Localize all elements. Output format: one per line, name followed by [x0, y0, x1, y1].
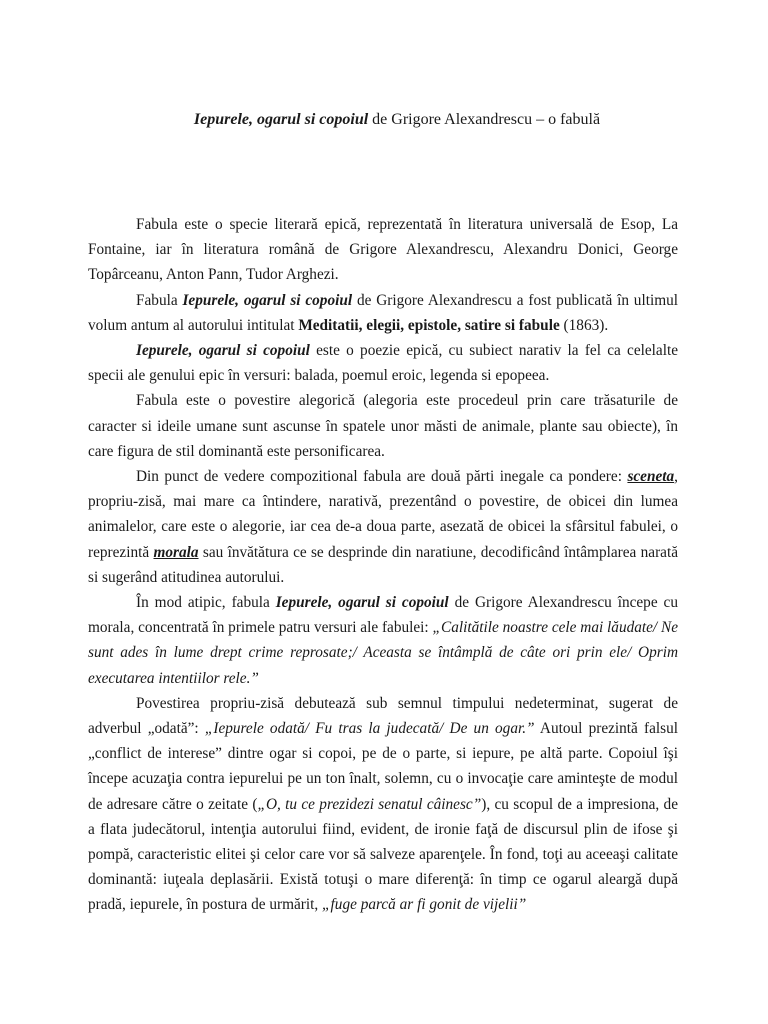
text-span: de Grigore Alexandrescu a fost publicată în ultimul volum antum al autorului intitulat [88, 291, 679, 334]
text-span: (1863). [559, 316, 609, 334]
document-page [88, 0, 678, 918]
paragraph-4: Fabula este o povestire alegorică (alegoria este procedeul prin care trăsaturile de caracter si ideile umane sunt ascunse în spatele unor măsti de animale, plante sau obiecte), în care figura de stil dominantă este personificarea. [88, 392, 678, 460]
text-span: În mod atipic, fabula [136, 594, 276, 612]
paragraph-7 [88, 691, 678, 918]
work-title-ref: Iepurele, ogarul si copoiul [136, 342, 310, 360]
text-span: Fabula [136, 291, 183, 309]
text-span: Autoul prezintă falsul „conflict de interese” dintre ogar si copoi, pe de o parte, si iepure, pe altă parte. Copoiul îşi începe acuzaţia contra iepurelui pe un ton înalt, solemn, cu o invocaţie care aminteşte de modul de adresare către o zeitate ( [88, 720, 679, 813]
title-rest: de Grigore Alexandrescu – o fabulă [368, 111, 601, 128]
paragraph-3 [88, 338, 678, 388]
text-span: Povestirea propriu-zisă debutează sub semnul timpului nedeterminat, sugerat de adverbul „odată”: [88, 694, 678, 738]
quote-flight: „fuge parcă ar fi gonit de vijelii” [322, 896, 527, 914]
quote-morala: „Calitătile noastre cele mai lăudate/ Ne sunt ades în lume drept crime reprosate;/ Aceasta se întâmplă de câte ori prin ele/ Oprim executarea intentiilor rele.” [88, 619, 679, 687]
quote-invocation: „O, tu ce prezidezi senatul câinesc” [257, 795, 482, 813]
paragraph-2 [88, 288, 678, 338]
term-sceneta: sceneta [627, 468, 675, 486]
document-body [88, 212, 678, 918]
text-span: Din punct de vedere compozitional fabula are două părti inegale ca pondere: [136, 468, 628, 486]
document-title [88, 111, 678, 133]
term-morala: morala [153, 543, 199, 561]
text-span: ), cu scopul de a impresiona, de a flata judecătorul, intenţia autorului fiind, evident, de ironie faţă de discursul plin de ifose şi pompă, caracteristic elitei şi celor care vor să salveze aparenţele. În fond, toţi au aceeaşi calitate dominantă: iuţeala deplasării. Există totuşi o mare diferenţă: în timp ce ogarul aleargă după pradă, iepurele, în postura de urmărit, [88, 795, 678, 914]
text-span: de Grigore Alexandrescu începe cu morala, concentrată în primele patru versuri ale fabulei: [88, 594, 678, 637]
text-span: este o poezie epică, cu subiect narativ la fel ca celelalte specii ale genului epic în versuri: balada, poemul eroic, legenda si epopeea. [88, 342, 678, 385]
paragraph-1: Fabula este o specie literară epică, reprezentată în literatura universală de Esop, La Fontaine, iar în literatura română de Grigore Alexandrescu, Alexandru Donici, George Topârceanu, Anton Pann, Tudor Arghezi. [88, 216, 678, 284]
volume-title: Meditatii, elegii, epistole, satire si fabule [298, 316, 560, 334]
title-work: Iepurele, ogarul si copoiul [193, 111, 369, 128]
work-title-ref: Iepurele, ogarul si copoiul [275, 594, 449, 612]
paragraph-5 [88, 464, 678, 590]
work-title-ref: Iepurele, ogarul si copoiul [182, 291, 353, 309]
quote-verse: „Iepurele odată/ Fu tras la judecată/ De un ogar.” [204, 720, 535, 738]
text-span: , propriu-zisă, mai mare ca întindere, narativă, prezentând o povestire, de obicei din lumea animalelor, care este o alegorie, iar cea de-a doua parte, asezată de obicei la sfârsitul fabulei, o reprezintă [88, 468, 678, 561]
text-span: sau învătătura ce se desprinde din naratiune, decodificând întâmplarea narată si sugerând atitudinea autorului. [88, 543, 679, 586]
paragraph-6 [88, 590, 678, 691]
